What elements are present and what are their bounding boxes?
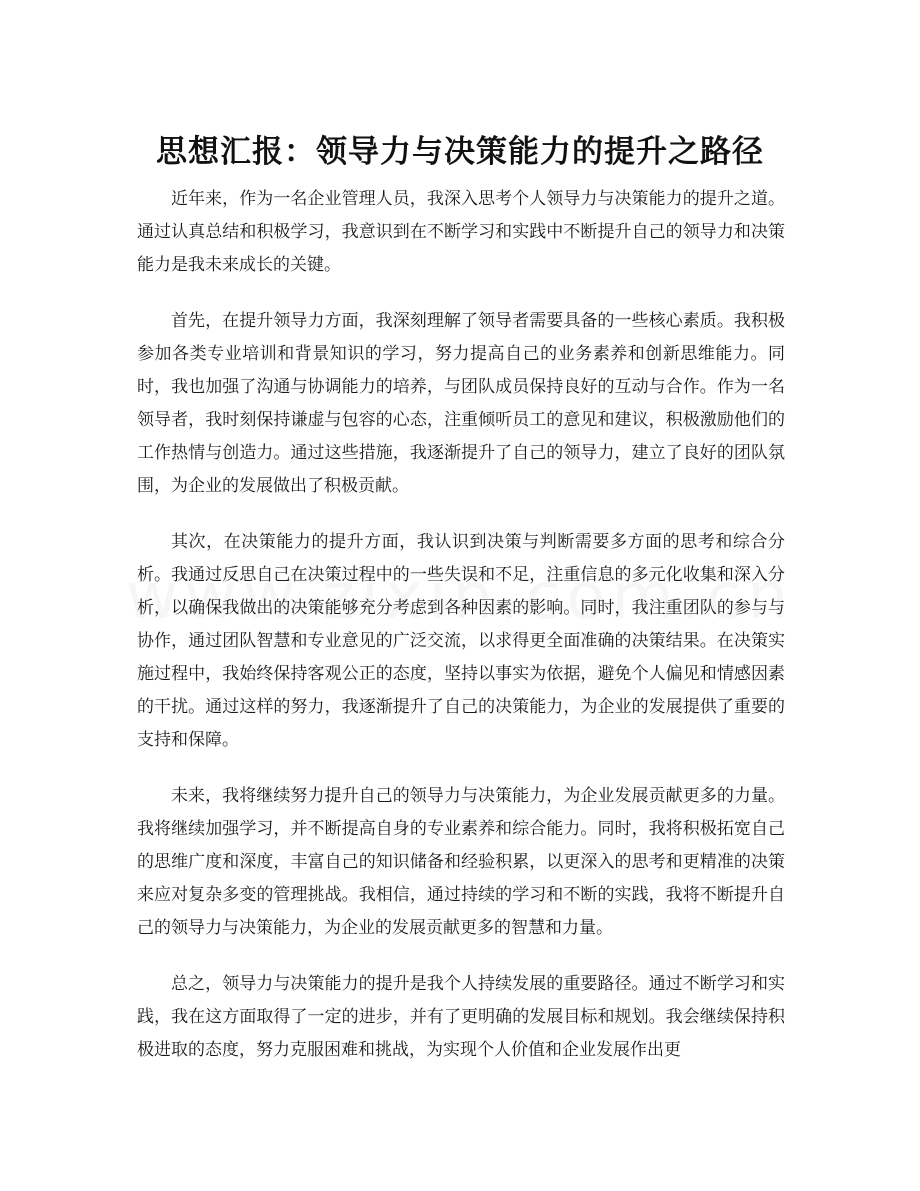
document-title: 思想汇报：领导力与决策能力的提升之路径 <box>156 133 764 170</box>
paragraph-intro: 近年来，作为一名企业管理人员，我深入思考个人领导力与决策能力的提升之道。通过认真总结和积极学习，我意识到在不断学习和实践中不断提升自己的领导力和决策能力是我未来成长的关键。 <box>137 189 785 275</box>
paragraph-leadership: 首先，在提升领导力方面，我深刻理解了领导者需要具备的一些核心素质。我积极参加各类专业培训和背景知识的学习，努力提高自己的业务素养和创新思维能力。同时，我也加强了沟通与协调能力的培养，与团队成员保持良好的互动与合作。作为一名领导者，我时刻保持谦虚与包容的心态，注重倾听员工的意见和建议，积极激励他们的工作热情与创造力。通过这些措施，我逐渐提升了自己的领导力，建立了良好的团队氛围，为企业的发展做出了积极贡献。 <box>137 311 785 496</box>
paragraph-decision: 其次，在决策能力的提升方面，我认识到决策与判断需要多方面的思考和综合分析。我通过反思自己在决策过程中的一些失误和不足，注重信息的多元化收集和深入分析，以确保我做出的决策能够充分考虑到各种因素的影响。同时，我注重团队的参与与协作，通过团队智慧和专业意见的广泛交流，以求得更全面准确的决策结果。在决策实施过程中，我始终保持客观公正的态度，坚持以事实为依据，避免个人偏见和情感因素的干扰。通过这样的努力，我逐渐提升了自己的决策能力，为企业的发展提供了重要的支持和保障。 <box>137 532 785 750</box>
paragraph-conclusion: 总之，领导力与决策能力的提升是我个人持续发展的重要路径。通过不断学习和实践，我在这方面取得了一定的进步，并有了更明确的发展目标和规划。我会继续保持积极进取的态度，努力克服困难和挑战，为实现个人价值和企业发展作出更 <box>137 974 785 1060</box>
paragraph-future: 未来，我将继续努力提升自己的领导力与决策能力，为企业发展贡献更多的力量。我将继续加强学习，并不断提高自身的专业素养和综合能力。同时，我将积极拓宽自己的思维广度和深度，丰富自己的知识储备和经验积累，以更深入的思考和更精准的决策来应对复杂多变的管理挑战。我相信，通过持续的学习和不断的实践，我将不断提升自己的领导力与决策能力，为企业的发展贡献更多的智慧和力量。 <box>137 786 785 938</box>
document-body <box>137 183 785 1090</box>
